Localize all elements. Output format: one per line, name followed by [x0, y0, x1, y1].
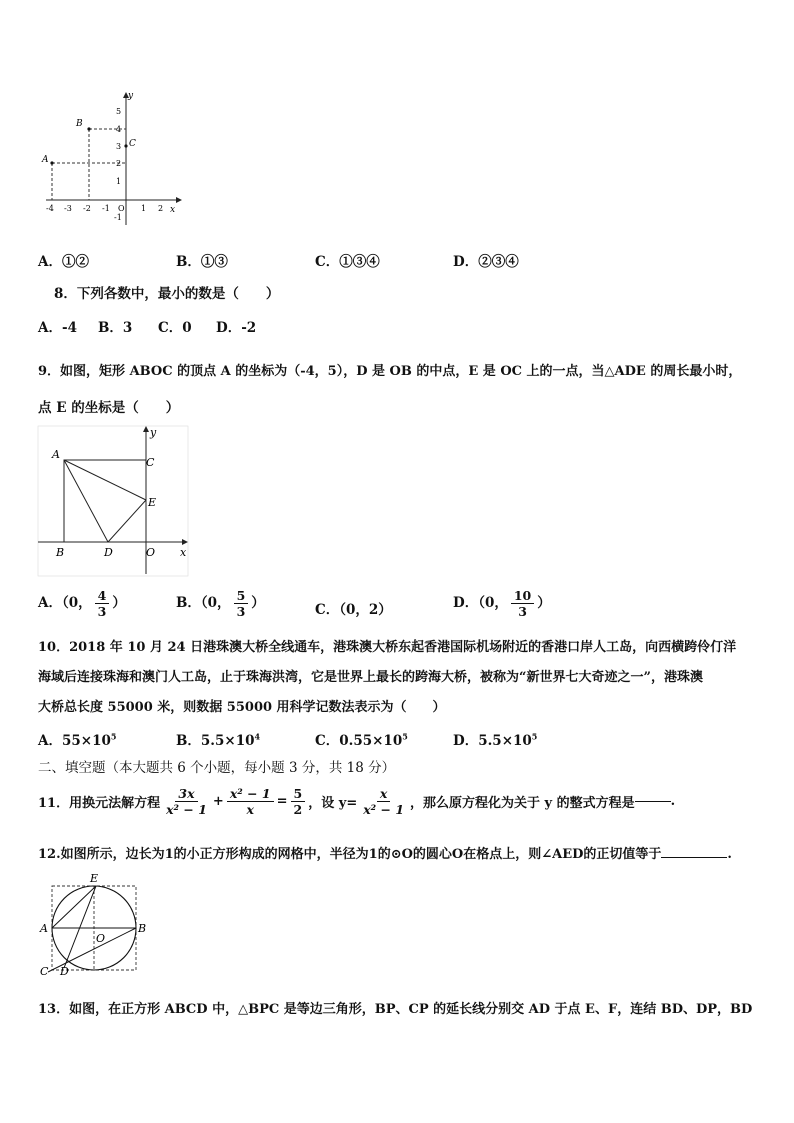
q10-option-a[interactable]: A．$55\times 10^5$: [38, 731, 117, 749]
x-tick: 1: [141, 204, 147, 213]
y-tick: 3: [116, 142, 122, 151]
coordinate-figure: [36, 90, 186, 230]
q11-answer-blank[interactable]: [635, 801, 671, 802]
q9-stem-line2: 点 E 的坐标是（ ）: [38, 400, 180, 416]
point-b-label: B: [76, 119, 83, 129]
point-a-label: A: [42, 155, 49, 165]
q8-option-b[interactable]: B．3: [98, 320, 133, 336]
q9-label-b: B: [56, 546, 65, 559]
y-tick: 1: [116, 177, 122, 186]
q12-answer-blank[interactable]: [661, 857, 727, 858]
q9-option-d[interactable]: D．（0， $\frac{10}{3}$ ）: [453, 588, 551, 619]
q10-line2: 海域后连接珠海和澳门人工岛，止于珠海洪湾，它是世界上最长的跨海大桥，被称为“新世界七大奇迹之一”，港珠澳: [38, 670, 703, 685]
x-tick: O: [118, 204, 125, 213]
x-tick: -3: [64, 204, 72, 213]
q7-option-a[interactable]: A．①②: [38, 254, 89, 270]
q7-option-b[interactable]: B．①③: [176, 254, 228, 270]
point-c-label: C: [129, 139, 136, 149]
q8-stem: 8．下列各数中，最小的数是（ ）: [54, 286, 280, 302]
q11-stem: 11．用换元法解方程 $\frac{3x}{\text{x² − 1}}$ + $\frac{\text{x² − 1}}{x}$ = $\frac{5}{2}$ ，设 y= $\frac{x}{\text{x² − 1}}$ ，那么原方程化为关于 y 的整式方程是 .: [38, 786, 676, 817]
q10-line3: 大桥总长度 55000 米，则数据 55000 用科学记数法表示为（ ）: [38, 700, 446, 715]
q10-line1: 10．2018 年 10 月 24 日港珠澳大桥全线通车，港珠澳大桥东起香港国际机场附近的香港口岸人工岛，向西横跨伶仃洋: [38, 640, 737, 655]
q8-option-d[interactable]: D．-2: [216, 320, 257, 336]
q9-option-a[interactable]: A．（0， $\frac{4}{3}$ ）: [38, 588, 126, 619]
q12-label-a: A: [40, 922, 48, 935]
q12-stem: 12.如图所示，边长为1的小正方形构成的网格中，半径为1的⊙O的圆心O在格点上，则∠AED的正切值等于 .: [38, 847, 732, 862]
q10-option-b[interactable]: B．$5.5\times 10^4$: [176, 731, 261, 749]
y-tick: 2: [116, 159, 122, 168]
q9-option-b[interactable]: B．（0， $\frac{5}{3}$ ）: [176, 588, 265, 619]
q13-stem: 13．如图，在正方形 ABCD 中，△BPC 是等边三角形，BP、CP 的延长线分别交 AD 于点 E、F，连结 BD、DP，BD: [38, 1002, 753, 1017]
q9-option-c[interactable]: C．（0，2）: [315, 602, 392, 618]
section-heading: 二、填空题（本大题共 6 个小题，每小题 3 分，共 18 分）: [38, 760, 396, 776]
q9-label-y: y: [150, 426, 157, 439]
q8-option-a[interactable]: A．-4: [38, 320, 77, 336]
q9-rectangle-figure: [36, 424, 192, 580]
q10-option-d[interactable]: D．$5.5\times 10^5$: [453, 731, 538, 749]
q10-option-c[interactable]: C．$0.55\times 10^5$: [315, 731, 408, 749]
q7-option-d[interactable]: D．②③④: [453, 254, 519, 270]
q8-option-c[interactable]: C．0: [158, 320, 192, 336]
q12-label-c: C: [40, 965, 49, 978]
y-tick: 4: [116, 125, 122, 134]
q9-label-e: E: [148, 496, 157, 509]
q12-label-e: E: [90, 872, 99, 885]
q7-option-c[interactable]: C．①③④: [315, 254, 380, 270]
x-tick: -4: [46, 204, 54, 213]
y-tick: -1: [114, 213, 122, 222]
x-tick: 2: [158, 204, 164, 213]
x-axis-label: x: [170, 205, 176, 215]
x-tick: -2: [83, 204, 91, 213]
q9-label-a: A: [52, 448, 60, 461]
q9-label-x: x: [180, 546, 187, 559]
q9-label-o: O: [146, 546, 156, 559]
x-tick: -1: [102, 204, 110, 213]
q12-label-b: B: [138, 922, 147, 935]
y-tick: 5: [116, 107, 122, 116]
q12-label-o: O: [96, 932, 106, 945]
q9-label-c: C: [146, 456, 155, 469]
y-axis-label: y: [128, 91, 134, 101]
q12-label-d: D: [60, 965, 69, 978]
q12-circle-figure: [38, 870, 148, 978]
q9-stem-line1: 9．如图，矩形 ABOC 的顶点 A 的坐标为（-4，5），D 是 OB 的中点，E 是 OC 上的一点，当△ADE 的周长最小时，: [38, 364, 742, 379]
q9-label-d: D: [104, 546, 113, 559]
